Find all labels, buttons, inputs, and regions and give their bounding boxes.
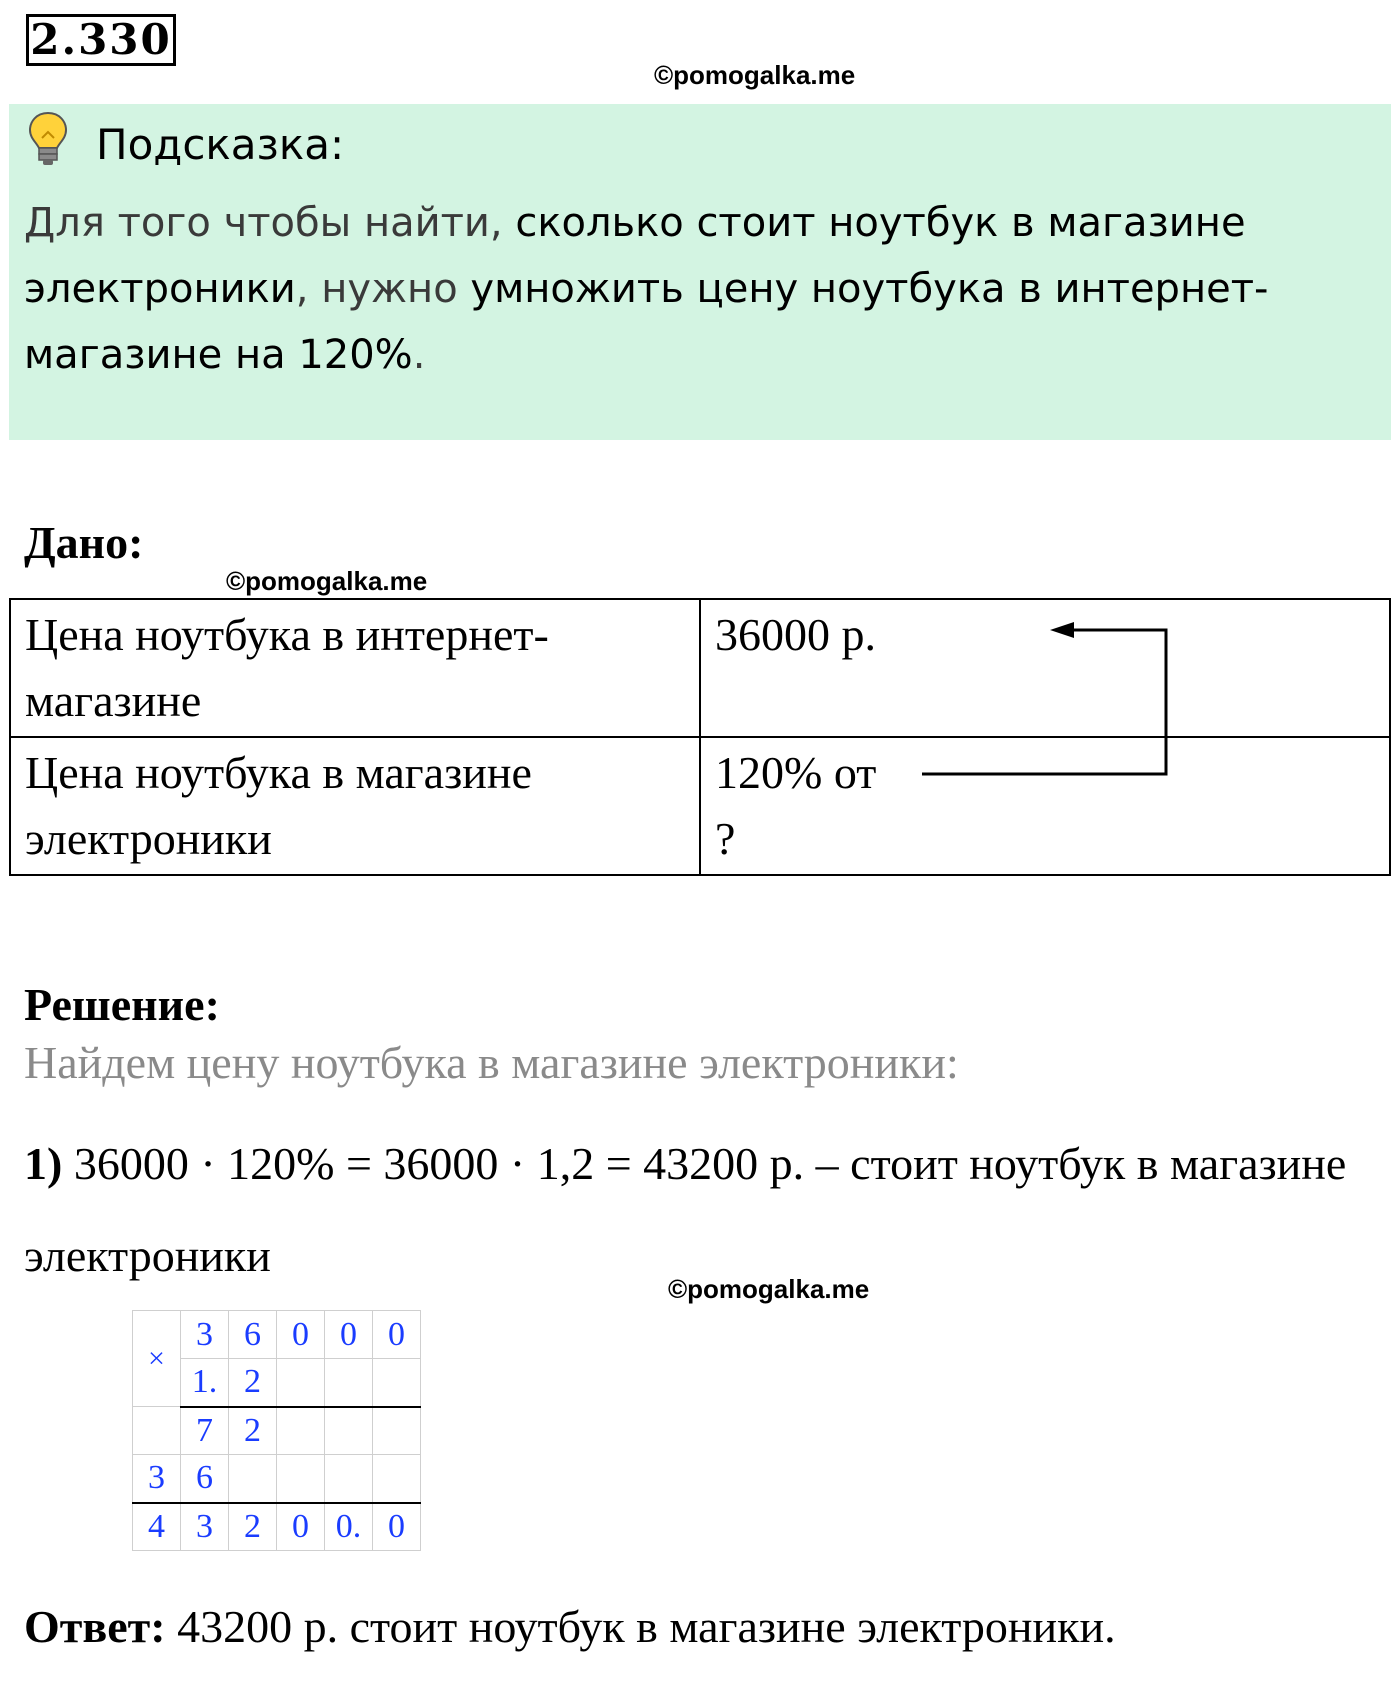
hint-text-part: Для того чтобы найти, (24, 200, 516, 246)
calc-cell (277, 1407, 325, 1455)
calc-cell: 2 (229, 1359, 277, 1407)
calc-cell: 0 (325, 1311, 373, 1359)
hint-text-part: , нужно (295, 266, 471, 312)
calc-cell (325, 1359, 373, 1407)
hint-title: Подсказка: (96, 120, 345, 169)
given-value-line: 36000 р. (715, 609, 876, 660)
given-label: Цена ноутбука в интернет-магазине (10, 599, 700, 737)
watermark: ©pomogalka.me (668, 1274, 870, 1304)
calc-cell (133, 1407, 181, 1455)
calc-cell: 0 (373, 1503, 421, 1551)
solution-intro: Найдем цену ноутбука в магазине электроники: (24, 1037, 959, 1088)
calc-cell: 1. (181, 1359, 229, 1407)
calc-cell: 2 (229, 1503, 277, 1551)
calc-cell: 3 (133, 1455, 181, 1503)
calc-cell: 6 (229, 1311, 277, 1359)
table-row (10, 737, 1390, 875)
problem-number: 2.330 (26, 14, 176, 66)
watermark: ©pomogalka.me (654, 60, 856, 90)
calc-cell (325, 1407, 373, 1455)
table-row (10, 599, 1390, 737)
lightbulb-icon (26, 110, 70, 173)
answer-text: 43200 р. стоит ноутбук в магазине электроники. (165, 1601, 1116, 1652)
calc-cell: 2 (229, 1407, 277, 1455)
calc-cell: 7 (181, 1407, 229, 1455)
arrow-head-icon (1050, 622, 1074, 638)
given-value-line: ? (715, 813, 736, 864)
given-value-line: 120% от (715, 747, 877, 798)
given-table (9, 598, 1391, 876)
calc-cell (373, 1455, 421, 1503)
calc-cell: 0 (373, 1311, 421, 1359)
hint-text-part: . (412, 332, 426, 378)
calc-cell (277, 1455, 325, 1503)
calc-row (133, 1455, 421, 1503)
calc-cell: 0 (277, 1503, 325, 1551)
calc-cell: 4 (133, 1503, 181, 1551)
calc-cell: 6 (181, 1455, 229, 1503)
multiply-sign: × (133, 1311, 181, 1407)
answer-label: Ответ: (24, 1601, 166, 1652)
given-heading: Дано: (24, 517, 144, 568)
calc-cell (373, 1359, 421, 1407)
calc-cell: 3 (181, 1503, 229, 1551)
calc-cell (373, 1407, 421, 1455)
calc-cell (277, 1359, 325, 1407)
calc-cell: 0 (277, 1311, 325, 1359)
solution-heading: Решение: (24, 979, 220, 1030)
calc-cell: 0. (325, 1503, 373, 1551)
reference-arrow (900, 610, 1180, 790)
hint-emphasis: сколько стоит ноутбук в магазине электроники (24, 200, 1246, 312)
step-text: 36000 · 120% = 36000 · 1,2 = 43200 р. – стоит ноутбук в магазине электроники (24, 1138, 1347, 1281)
calc-row (133, 1407, 421, 1455)
hint-text (24, 190, 1354, 388)
answer (24, 1600, 1116, 1653)
step-number: 1) (24, 1138, 63, 1189)
calc-cell (229, 1455, 277, 1503)
multiplication-grid (132, 1310, 421, 1551)
calc-row (133, 1311, 421, 1359)
calc-cell: 3 (181, 1311, 229, 1359)
calc-cell (325, 1455, 373, 1503)
watermark: ©pomogalka.me (226, 566, 428, 596)
calc-row (133, 1503, 421, 1551)
given-label: Цена ноутбука в магазине электроники (10, 737, 700, 875)
hint-emphasis: умножить цену ноутбука в интернет-магазине на 120% (24, 266, 1269, 378)
